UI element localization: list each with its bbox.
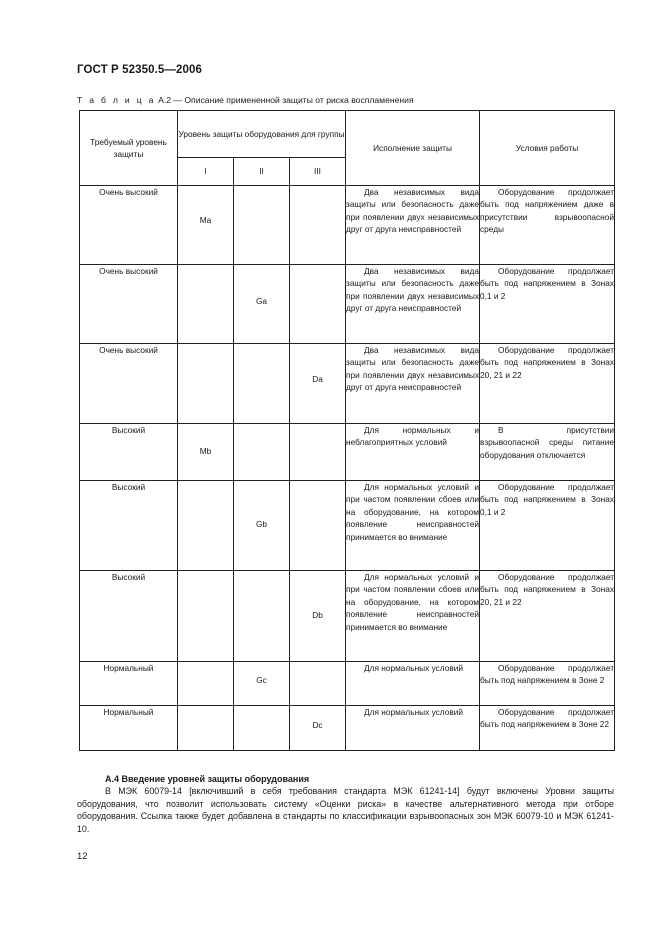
cell-operating-conditions <box>480 662 615 706</box>
cell-group-i <box>178 706 234 751</box>
cell-required-level: Очень высокий <box>80 344 178 424</box>
cell-group-iii <box>290 662 346 706</box>
method-text: Для нормальных условий <box>364 707 463 717</box>
document-header: ГОСТ Р 52350.5—2006 <box>77 64 202 76</box>
conditions-text: Оборудование продолжает быть под напряжением в Зоне 2 <box>480 663 615 686</box>
cell-protection-method <box>346 662 480 706</box>
cell-group-ii <box>234 706 290 751</box>
table-caption-text: А.2 — Описание примененной защиты от риска воспламенения <box>155 95 414 105</box>
cell-group-iii <box>290 571 346 662</box>
cell-required-level: Нормальный <box>80 662 178 706</box>
cell-group-iii <box>290 481 346 571</box>
group-value: Da <box>312 374 323 384</box>
cell-protection-method <box>346 424 480 481</box>
cell-group-i <box>178 424 234 481</box>
cell-operating-conditions <box>480 186 615 265</box>
method-text: Два независимых вида защиты или безопасность даже при появлении двух независимых друг от друга неисправностей <box>346 266 480 314</box>
cell-operating-conditions <box>480 481 615 571</box>
cell-group-ii <box>234 424 290 481</box>
cell-protection-method <box>346 571 480 662</box>
cell-protection-method <box>346 481 480 571</box>
conditions-text: Оборудование продолжает быть под напряжением в Зонах 20, 21 и 22 <box>480 572 615 607</box>
conditions-text: Оборудование продолжает быть под напряжением в Зоне 22 <box>480 707 615 730</box>
cell-group-i <box>178 481 234 571</box>
header-protection-method: Исполнение защиты <box>346 111 480 186</box>
method-text: Для нормальных условий <box>364 663 463 673</box>
cell-group-iii <box>290 186 346 265</box>
header-group-level: Уровень защиты оборудования для группы <box>178 111 346 158</box>
cell-required-level: Высокий <box>80 424 178 481</box>
conditions-text: Оборудование продолжает быть под напряжением в Зонах 0,1 и 2 <box>480 482 615 517</box>
cell-operating-conditions <box>480 424 615 481</box>
group-value: Dc <box>312 720 323 730</box>
section-paragraph <box>77 785 614 836</box>
cell-group-ii <box>234 265 290 344</box>
table-row <box>80 265 615 344</box>
group-value: Mb <box>199 446 212 456</box>
cell-group-ii <box>234 662 290 706</box>
cell-required-level: Высокий <box>80 481 178 571</box>
cell-group-i <box>178 662 234 706</box>
group-value: Gc <box>256 675 267 685</box>
cell-group-ii <box>234 571 290 662</box>
cell-group-iii <box>290 344 346 424</box>
cell-group-iii <box>290 424 346 481</box>
table-row <box>80 481 615 571</box>
table-row <box>80 662 615 706</box>
cell-group-ii <box>234 186 290 265</box>
header-group-i: I <box>178 158 234 186</box>
cell-required-level: Нормальный <box>80 706 178 751</box>
cell-operating-conditions <box>480 344 615 424</box>
paragraph-text: В МЭК 60079-14 [включивший в себя требования стандарта МЭК 61241-14] будут включены Уровни защиты оборудования, что позволит использовать систему «Оценки риска» в качестве альтернативного метода при отборе оборудования. Ссылка также будет добавлена в стандарты по классификации взрывоопасных зон МЭК 60079-10 и МЭК 61241-10. <box>77 786 614 835</box>
header-operating-conditions: Условия работы <box>480 111 615 186</box>
cell-protection-method <box>346 706 480 751</box>
table-caption-label: Т а б л и ц а <box>77 95 156 105</box>
method-text: Два независимых вида защиты или безопасность даже при появлении двух независимых друг от друга неисправностей <box>346 187 480 235</box>
page-number: 12 <box>77 851 88 862</box>
method-text: Для нормальных и неблагоприятных условий <box>346 425 480 448</box>
conditions-text: Оборудование продолжает быть под напряжением в Зонах 20, 21 и 22 <box>480 345 615 380</box>
group-value: Db <box>312 610 323 620</box>
group-value: Ga <box>255 296 268 306</box>
cell-group-i <box>178 344 234 424</box>
cell-protection-method <box>346 344 480 424</box>
table-row <box>80 571 615 662</box>
protection-table <box>79 110 615 751</box>
table-row <box>80 186 615 265</box>
cell-group-i <box>178 265 234 344</box>
group-value: Ma <box>199 215 212 225</box>
table-row <box>80 706 615 751</box>
cell-group-i <box>178 571 234 662</box>
header-required-level: Требуемый уровень защиты <box>80 111 178 186</box>
cell-operating-conditions <box>480 265 615 344</box>
cell-group-ii <box>234 344 290 424</box>
cell-protection-method <box>346 265 480 344</box>
table-row <box>80 344 615 424</box>
cell-required-level: Очень высокий <box>80 265 178 344</box>
cell-group-i <box>178 186 234 265</box>
table-row <box>80 424 615 481</box>
cell-operating-conditions <box>480 706 615 751</box>
group-value: Gb <box>255 519 268 529</box>
method-text: Для нормальных условий и при частом появлении сбоев или на оборудование, на котором появление неисправностей принимается во внимание <box>346 572 480 632</box>
conditions-text: Оборудование продолжает быть под напряжением в Зонах 0,1 и 2 <box>480 266 615 301</box>
conditions-text: В присутствии взрывоопасной среды питание оборудования отключается <box>480 425 615 460</box>
section-heading: А.4 Введение уровней защиты оборудования <box>105 774 310 784</box>
cell-required-level: Очень высокий <box>80 186 178 265</box>
method-text: Два независимых вида защиты или безопасность даже при появлении двух независимых друг от друга неисправностей <box>346 345 480 393</box>
cell-protection-method <box>346 186 480 265</box>
cell-group-ii <box>234 481 290 571</box>
conditions-text: Оборудование продолжает быть под напряжением даже в присутствии взрывоопасной среды <box>480 187 615 235</box>
table-caption <box>77 95 414 105</box>
cell-required-level: Высокий <box>80 571 178 662</box>
header-group-ii: II <box>234 158 290 186</box>
cell-group-iii <box>290 706 346 751</box>
header-group-iii: III <box>290 158 346 186</box>
cell-operating-conditions <box>480 571 615 662</box>
cell-group-iii <box>290 265 346 344</box>
method-text: Для нормальных условий и при частом появлении сбоев или на оборудование, на котором появление неисправностей принимается во внимание <box>346 482 480 542</box>
